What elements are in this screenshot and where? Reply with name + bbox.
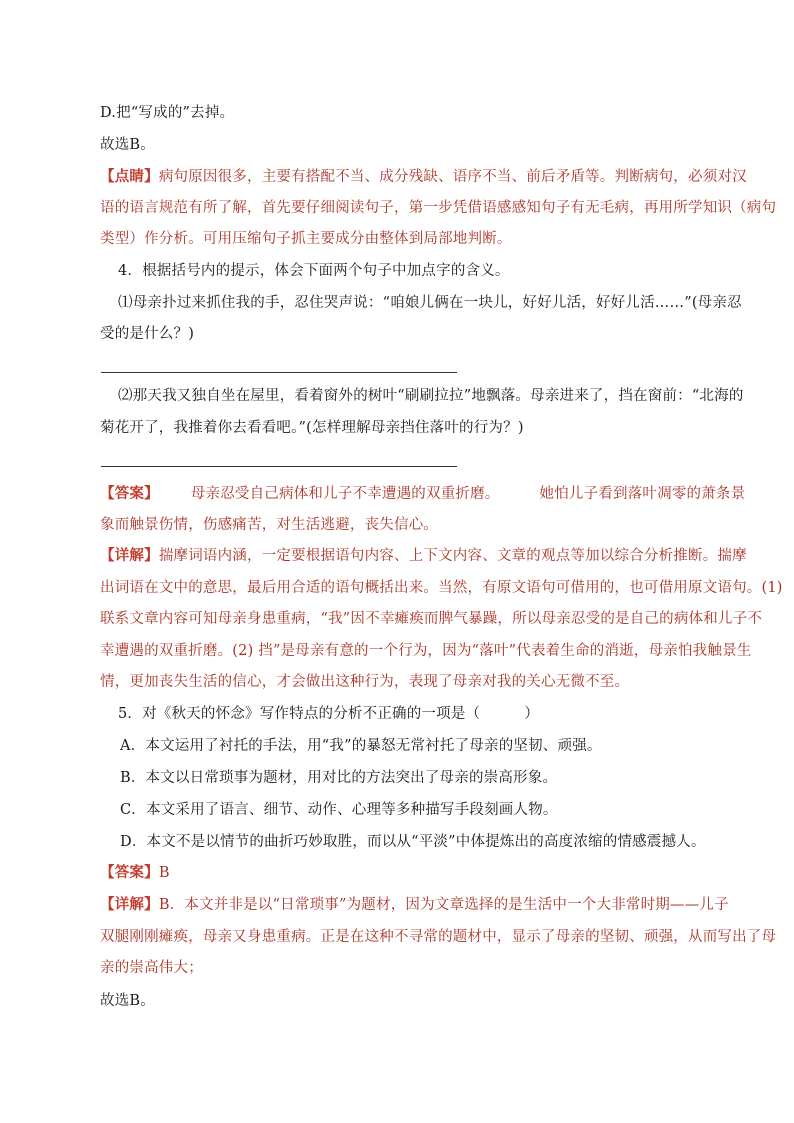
answer-text: 母亲忍受自己病体和儿子不幸遭遇的双重折磨。 [190,486,500,502]
detail-text: B．本文并非是以“日常琐事”为题材，因为文章选择的是生活中一个大非常时期——儿子 [158,897,729,913]
dianjing-line: 语的语言规范有所了解，首先要仔细阅读句子，第一步凭借语感感知句子有无毛病，再用所学知识（病句 [100,200,777,216]
option-d: D．本文不是以情节的曲折巧妙取胜，而以从“平淡”中体提炼出的高度浓缩的情感震撼人。 [120,834,706,850]
dianjing-line [100,167,747,187]
answer-tag: 【答案】 [100,864,159,881]
answer-tag: 【答案】 [100,485,159,502]
question-4-2: ⑵那天我又独自坐在屋里，看着窗外的树叶“刷刷拉拉”地飘落。母亲进来了，挡在窗前：“北海的 [118,388,744,404]
question-4: 4．根据括号内的提示，体会下面两个句子中加点字的含义。 [118,263,510,279]
detail-line: 情，更加丧失生活的信心，才会做出这种行为，表现了母亲对我的关心无微不至。 [100,674,630,690]
text-line: 故选B。 [100,137,155,153]
dianjing-text: 病句原因很多，主要有搭配不当、成分残缺、语序不当、前后矛盾等。判断病句，必须对汉 [158,169,747,185]
answer-text: 她怕儿子看到落叶凋零的萧条景 [539,486,746,502]
text-line: 故选B。 [100,993,155,1009]
detail-line: 幸遭遇的双重折磨。(2) 挡”是母亲有意的一个行为，因为“落叶”代表着生命的消逝，母亲怕我触景生 [100,643,752,659]
option-b: B．本文以日常琐事为题材，用对比的方法突出了母亲的崇高形象。 [120,770,558,786]
detail-line: 双腿刚刚瘫痪，母亲又身患重病。正是在这种不寻常的题材中，显示了母亲的坚韧、顽强，从而写出了母 [100,929,777,945]
dianjing-tag: 【点睛】 [100,168,159,185]
answer-line [100,863,720,883]
detail-line: 亲的崇高伟大； [100,960,203,976]
option-c: C．本文采用了语言、细节、动作、心理等多种描写手段刻画人物。 [120,802,558,818]
detail-line: 联系文章内容可知母亲身患重病，“我”因不幸瘫痪而脾气暴躁，所以母亲忍受的是自己的病体和儿子不 [100,611,763,627]
question-5: 5．对《秋天的怀念》写作特点的分析不正确的一项是（ ） [118,706,540,722]
question-4-1: 受的是什么？) [100,326,195,342]
answer-text: B [158,865,170,881]
answer-line [100,484,746,504]
detail-tag: 【详解】 [100,896,159,913]
detail-text: 揣摩词语内涵，一定要根据语句内容、上下文内容、文章的观点等加以综合分析推断。揣摩 [158,548,747,564]
detail-line [100,895,729,915]
question-4-1: ⑴母亲扑过来抓住我的手，忍住哭声说：“咱娘儿俩在一块儿，好好儿活，好好儿活……”(母亲忍 [118,295,742,311]
detail-line: 出词语在文中的意思，最后用合适的语句概括出来。当然，有原文语句可借用的，也可借用原文语句。(1) [100,580,783,596]
question-4-2: 菊花开了，我推着你去看看吧。”(怎样理解母亲挡住落叶的行为？) [100,420,524,436]
answer-line: 象而触景伤情，伤感痛苦，对生活逃避，丧失信心。 [100,517,439,533]
detail-line [100,546,747,566]
answer-blank-line [101,372,457,373]
detail-tag: 【详解】 [100,547,159,564]
answer-blank-line [101,466,457,467]
text-line: D.把“写成的”去掉。 [100,105,235,121]
option-a: A．本文运用了衬托的手法，用“我”的暴怒无常衬托了母亲的坚韧、顽强。 [120,738,602,754]
dianjing-line: 类型）作分析。可用压缩句子抓主要成分由整体到局部地判断。 [100,231,512,247]
